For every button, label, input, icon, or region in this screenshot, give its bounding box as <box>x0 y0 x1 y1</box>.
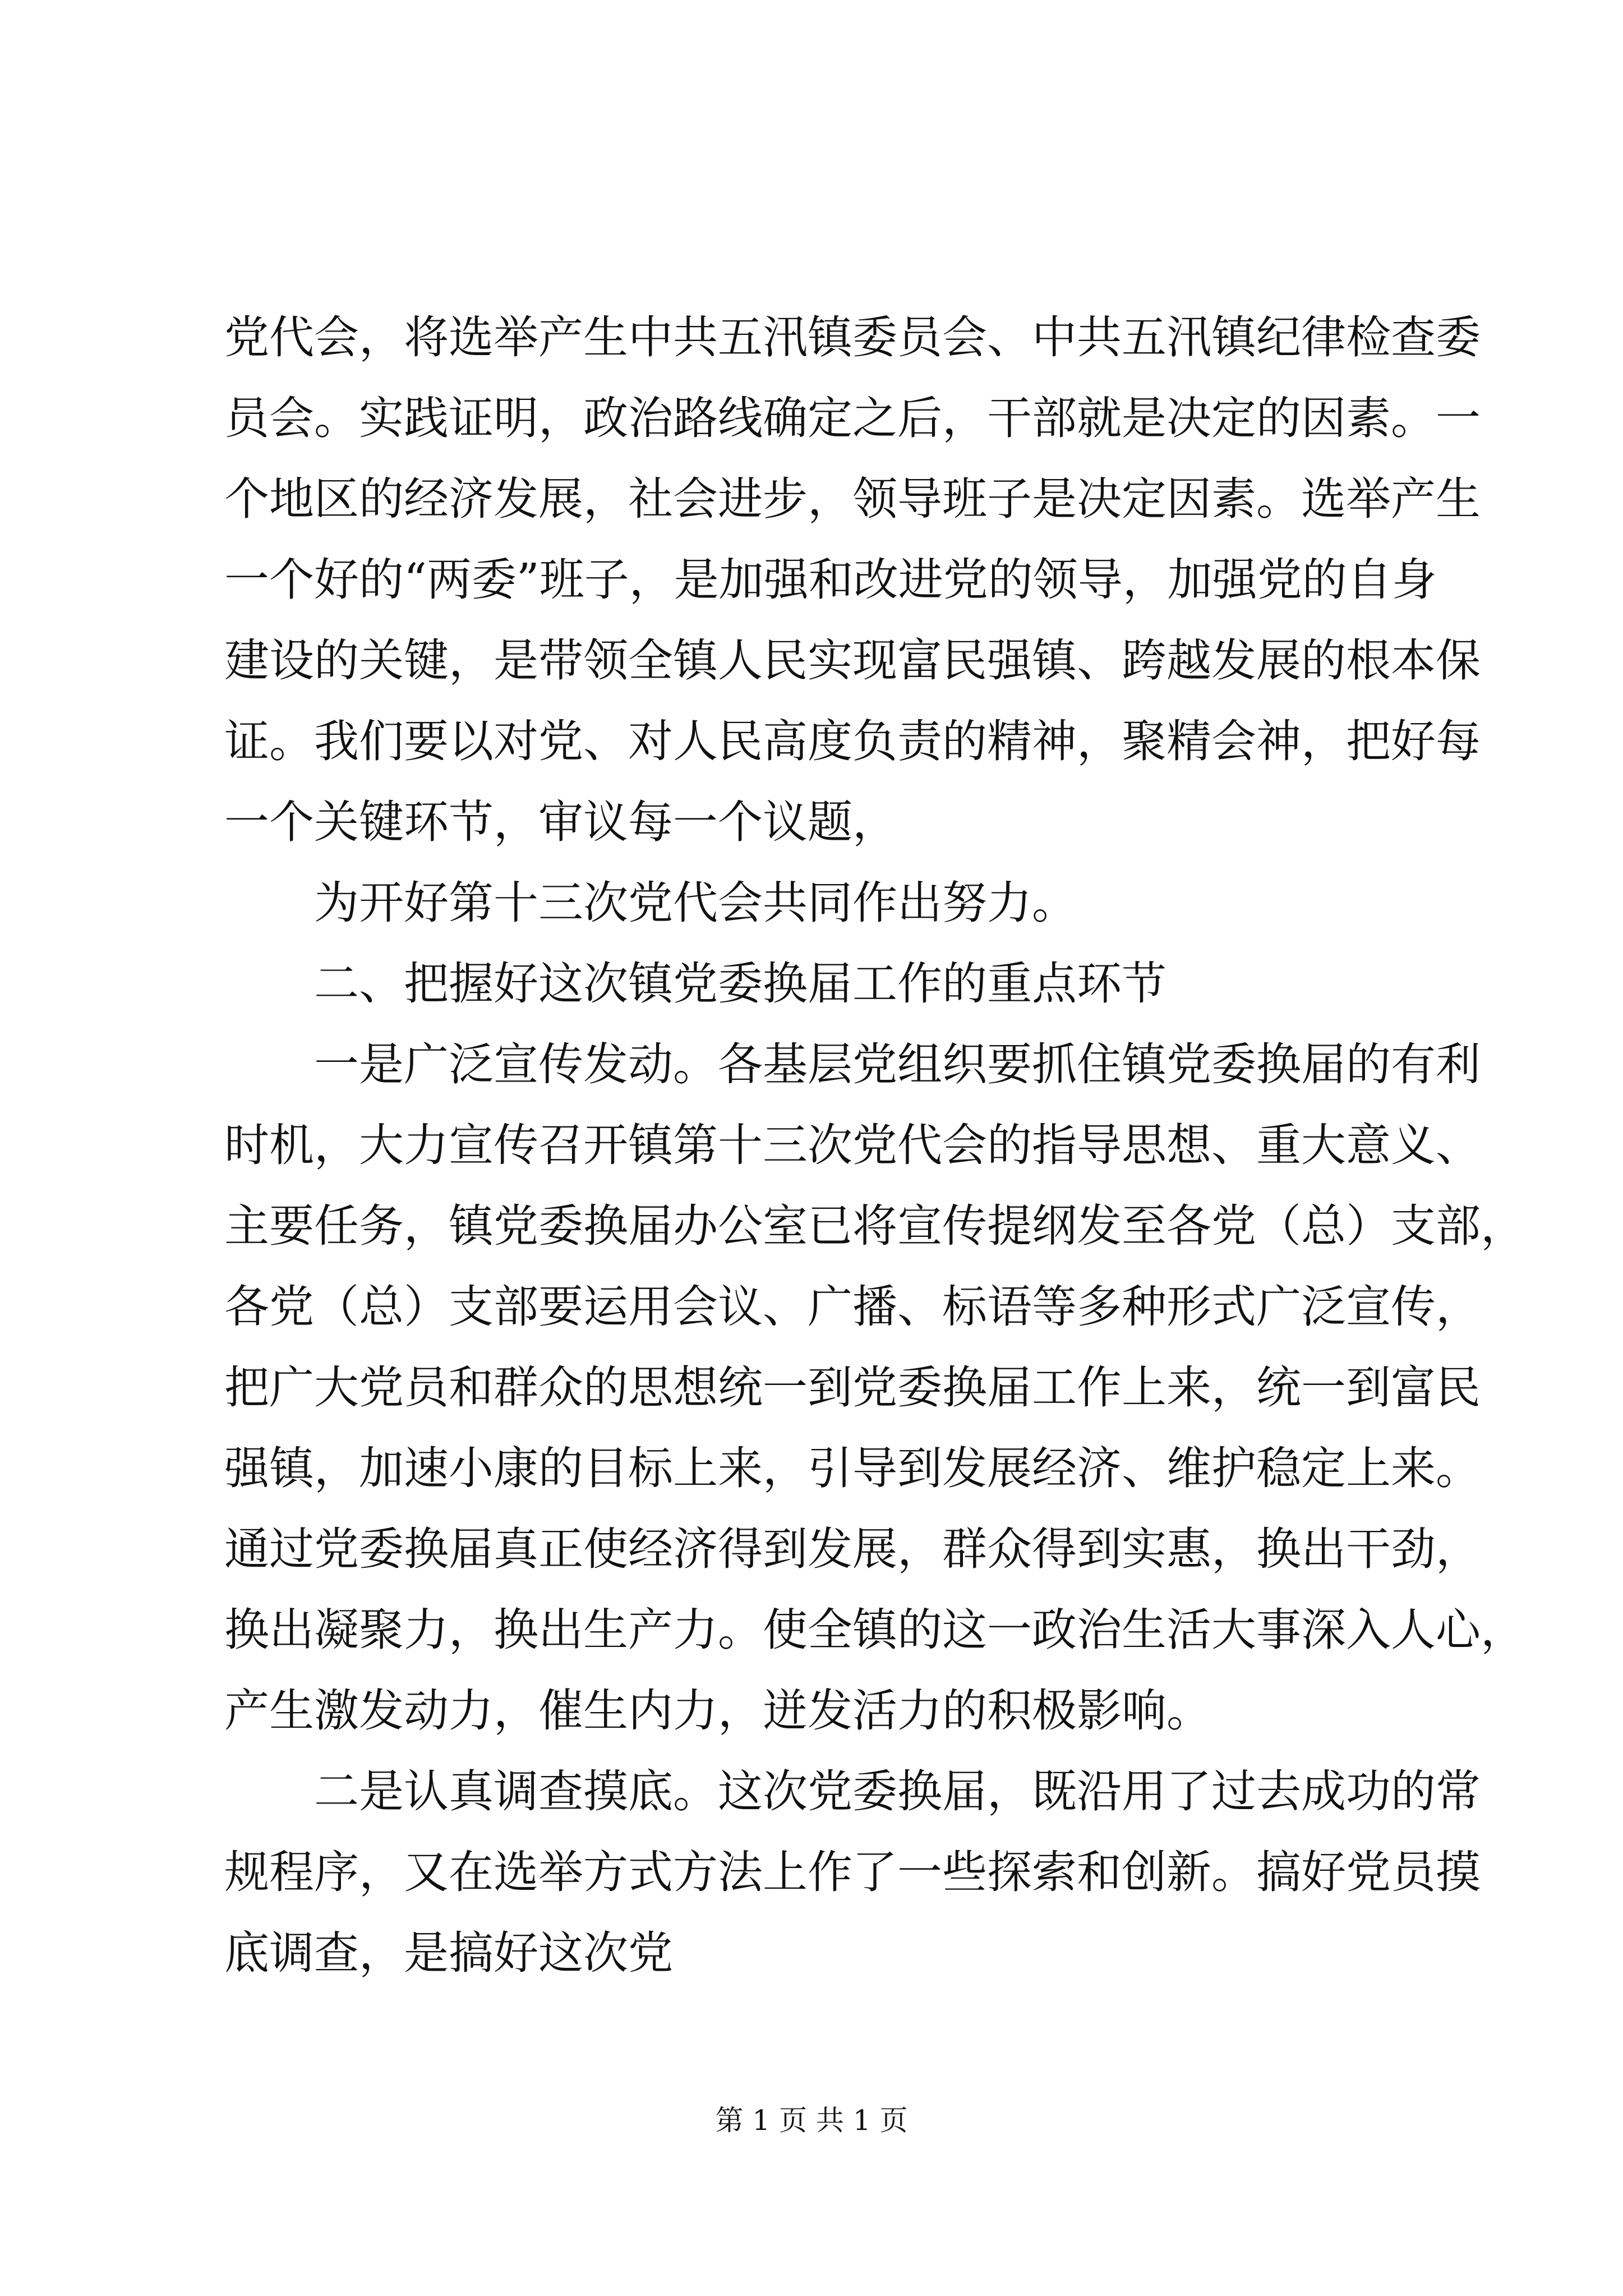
text-line: 证。我们要以对党、对人民高度负责的精神，聚精会神，把好每 <box>224 715 1481 767</box>
text-line: 把广大党员和群众的思想统一到党委换届工作上来，统一到富民 <box>224 1361 1481 1414</box>
text-line: 主要任务，镇党委换届办公室已将宣传提纲发至各党（总）支部， <box>224 1200 1525 1252</box>
text-line: 一个好的“两委”班子，是加强和改进党的领导，加强党的自身 <box>224 554 1437 606</box>
text-line: 时机，大力宣传召开镇第十三次党代会的指导思想、重大意义、 <box>224 1119 1481 1171</box>
text-line: 各党（总）支部要运用会议、广播、标语等多种形式广泛宣传， <box>224 1281 1481 1333</box>
document-body <box>224 297 1525 1994</box>
page-footer: 第 1 页 共 1 页 <box>715 2104 908 2137</box>
section-heading: 二、把握好这次镇党委换届工作的重点环节 <box>314 958 1166 1010</box>
text-line: 规程序，又在选举方式方法上作了一些探索和创新。搞好党员摸 <box>224 1846 1481 1898</box>
text-line: 二是认真调查摸底。这次党委换届，既沿用了过去成功的常 <box>314 1765 1481 1818</box>
text-line: 一是广泛宣传发动。各基层党组织要抓住镇党委换届的有利 <box>314 1038 1481 1091</box>
text-line: 底调查，是搞好这次党 <box>224 1927 673 1979</box>
text-line: 强镇，加速小康的目标上来，引导到发展经济、维护稳定上来。 <box>224 1442 1481 1494</box>
text-line: 建设的关键，是带领全镇人民实现富民强镇、跨越发展的根本保 <box>224 634 1481 687</box>
text-line: 通过党委换届真正使经济得到发展，群众得到实惠，换出干劲， <box>224 1523 1481 1575</box>
text-line: 一个关键环节，审议每一个议题， <box>224 796 897 848</box>
text-line: 员会。实践证明，政治路线确定之后，干部就是决定的因素。一 <box>224 392 1481 444</box>
text-line: 个地区的经济发展，社会进步，领导班子是决定因素。选举产生 <box>224 473 1481 525</box>
text-line: 党代会，将选举产生中共五汛镇委员会、中共五汛镇纪律检查委 <box>224 311 1481 364</box>
text-line: 产生激发动力，催生内力，迸发活力的积极影响。 <box>224 1685 1211 1737</box>
text-line: 为开好第十三次党代会共同作出努力。 <box>314 877 1077 929</box>
text-line: 换出凝聚力，换出生产力。使全镇的这一政治生活大事深入人心， <box>224 1604 1525 1656</box>
